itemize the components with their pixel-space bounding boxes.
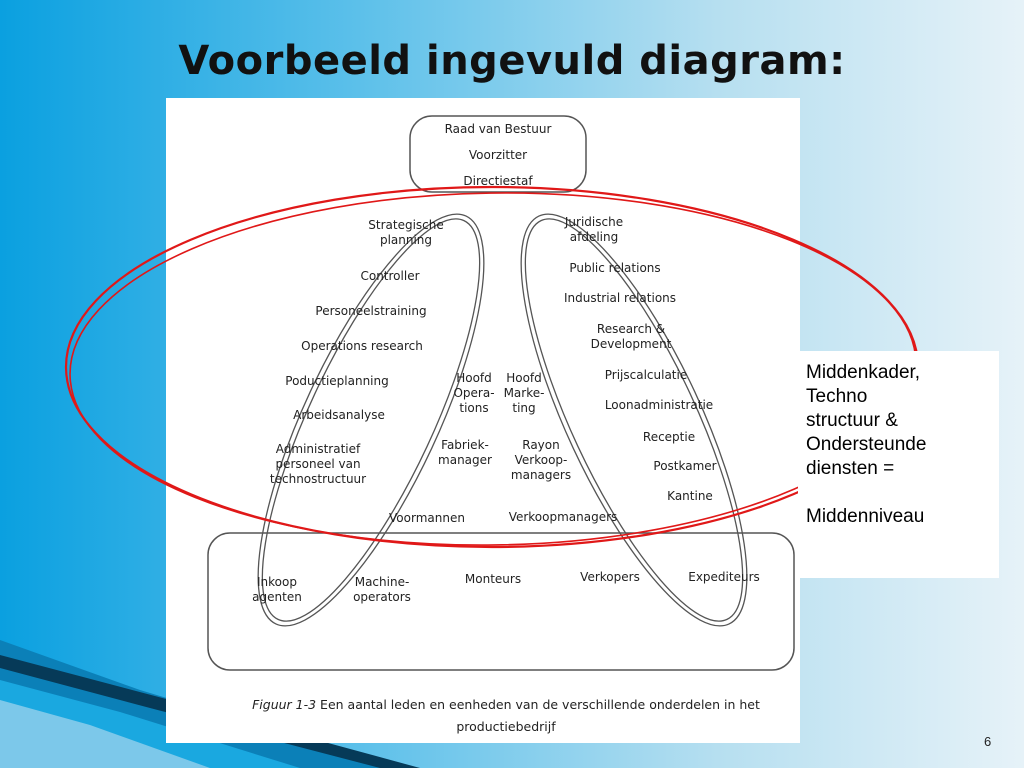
right-oval-item: Juridische afdeling bbox=[564, 215, 624, 244]
caption-line-2: productiebedrijf bbox=[456, 719, 556, 734]
right-oval-item: Research & Development bbox=[590, 322, 672, 351]
bottom-box-item: Monteurs bbox=[464, 572, 522, 586]
page-number: 6 bbox=[984, 734, 992, 749]
left-oval-item: Poductieplanning bbox=[285, 374, 389, 388]
voormannen-label: Voormannen bbox=[389, 511, 465, 525]
rayon-verkoopmanagers-label: Rayon Verkoop- managers bbox=[510, 438, 572, 482]
right-oval-item: Receptie bbox=[642, 430, 696, 444]
bottom-box-item: Inkoop agenten bbox=[252, 575, 302, 604]
figure-caption bbox=[226, 694, 786, 738]
hoofd-operations-label: Hoofd Opera- tions bbox=[453, 371, 495, 415]
bottom-box-item: Expediteurs bbox=[688, 570, 760, 584]
caption-text: Een aantal leden en eenheden van de verschillende onderdelen in het bbox=[316, 697, 760, 712]
hoofd-marketing-label: Hoofd Marke- ting bbox=[503, 371, 545, 415]
left-oval-item: Arbeidsanalyse bbox=[293, 408, 385, 422]
verkoopmanagers-label: Verkoopmanagers bbox=[508, 510, 618, 524]
left-oval-item: Personeelstraining bbox=[315, 304, 427, 318]
callout-box: Middenkader, Techno structuur & Ondersteunde diensten = Middenniveau bbox=[798, 351, 999, 578]
bottom-box-item: Machine- operators bbox=[353, 575, 411, 604]
right-oval-item: Prijscalculatie bbox=[604, 368, 688, 382]
top-box-line-2: Voorzitter bbox=[468, 148, 528, 162]
left-oval-item: Controller bbox=[360, 269, 420, 283]
top-box-line-3: Directiestaf bbox=[463, 174, 533, 188]
bottom-box-item: Verkopers bbox=[580, 570, 640, 584]
right-oval-item: Industrial relations bbox=[563, 291, 677, 305]
org-diagram-figure bbox=[166, 98, 800, 743]
left-oval-item: Strategische planning bbox=[368, 218, 444, 247]
right-oval-item: Kantine bbox=[667, 489, 713, 503]
right-oval-item: Public relations bbox=[569, 261, 661, 275]
right-oval-item: Postkamer bbox=[653, 459, 717, 473]
fabrieksmanager-label: Fabriek- manager bbox=[438, 438, 492, 467]
caption-label: Figuur 1-3 bbox=[252, 697, 317, 712]
left-oval-item: Operations research bbox=[301, 339, 423, 353]
left-oval-item: Administratief personeel van technostructuur bbox=[269, 442, 367, 486]
right-oval-item: Loonadministratie bbox=[604, 398, 714, 412]
slide-title: Voorbeeld ingevuld diagram: bbox=[178, 38, 846, 84]
top-box-line-1: Raad van Bestuur bbox=[444, 122, 552, 136]
